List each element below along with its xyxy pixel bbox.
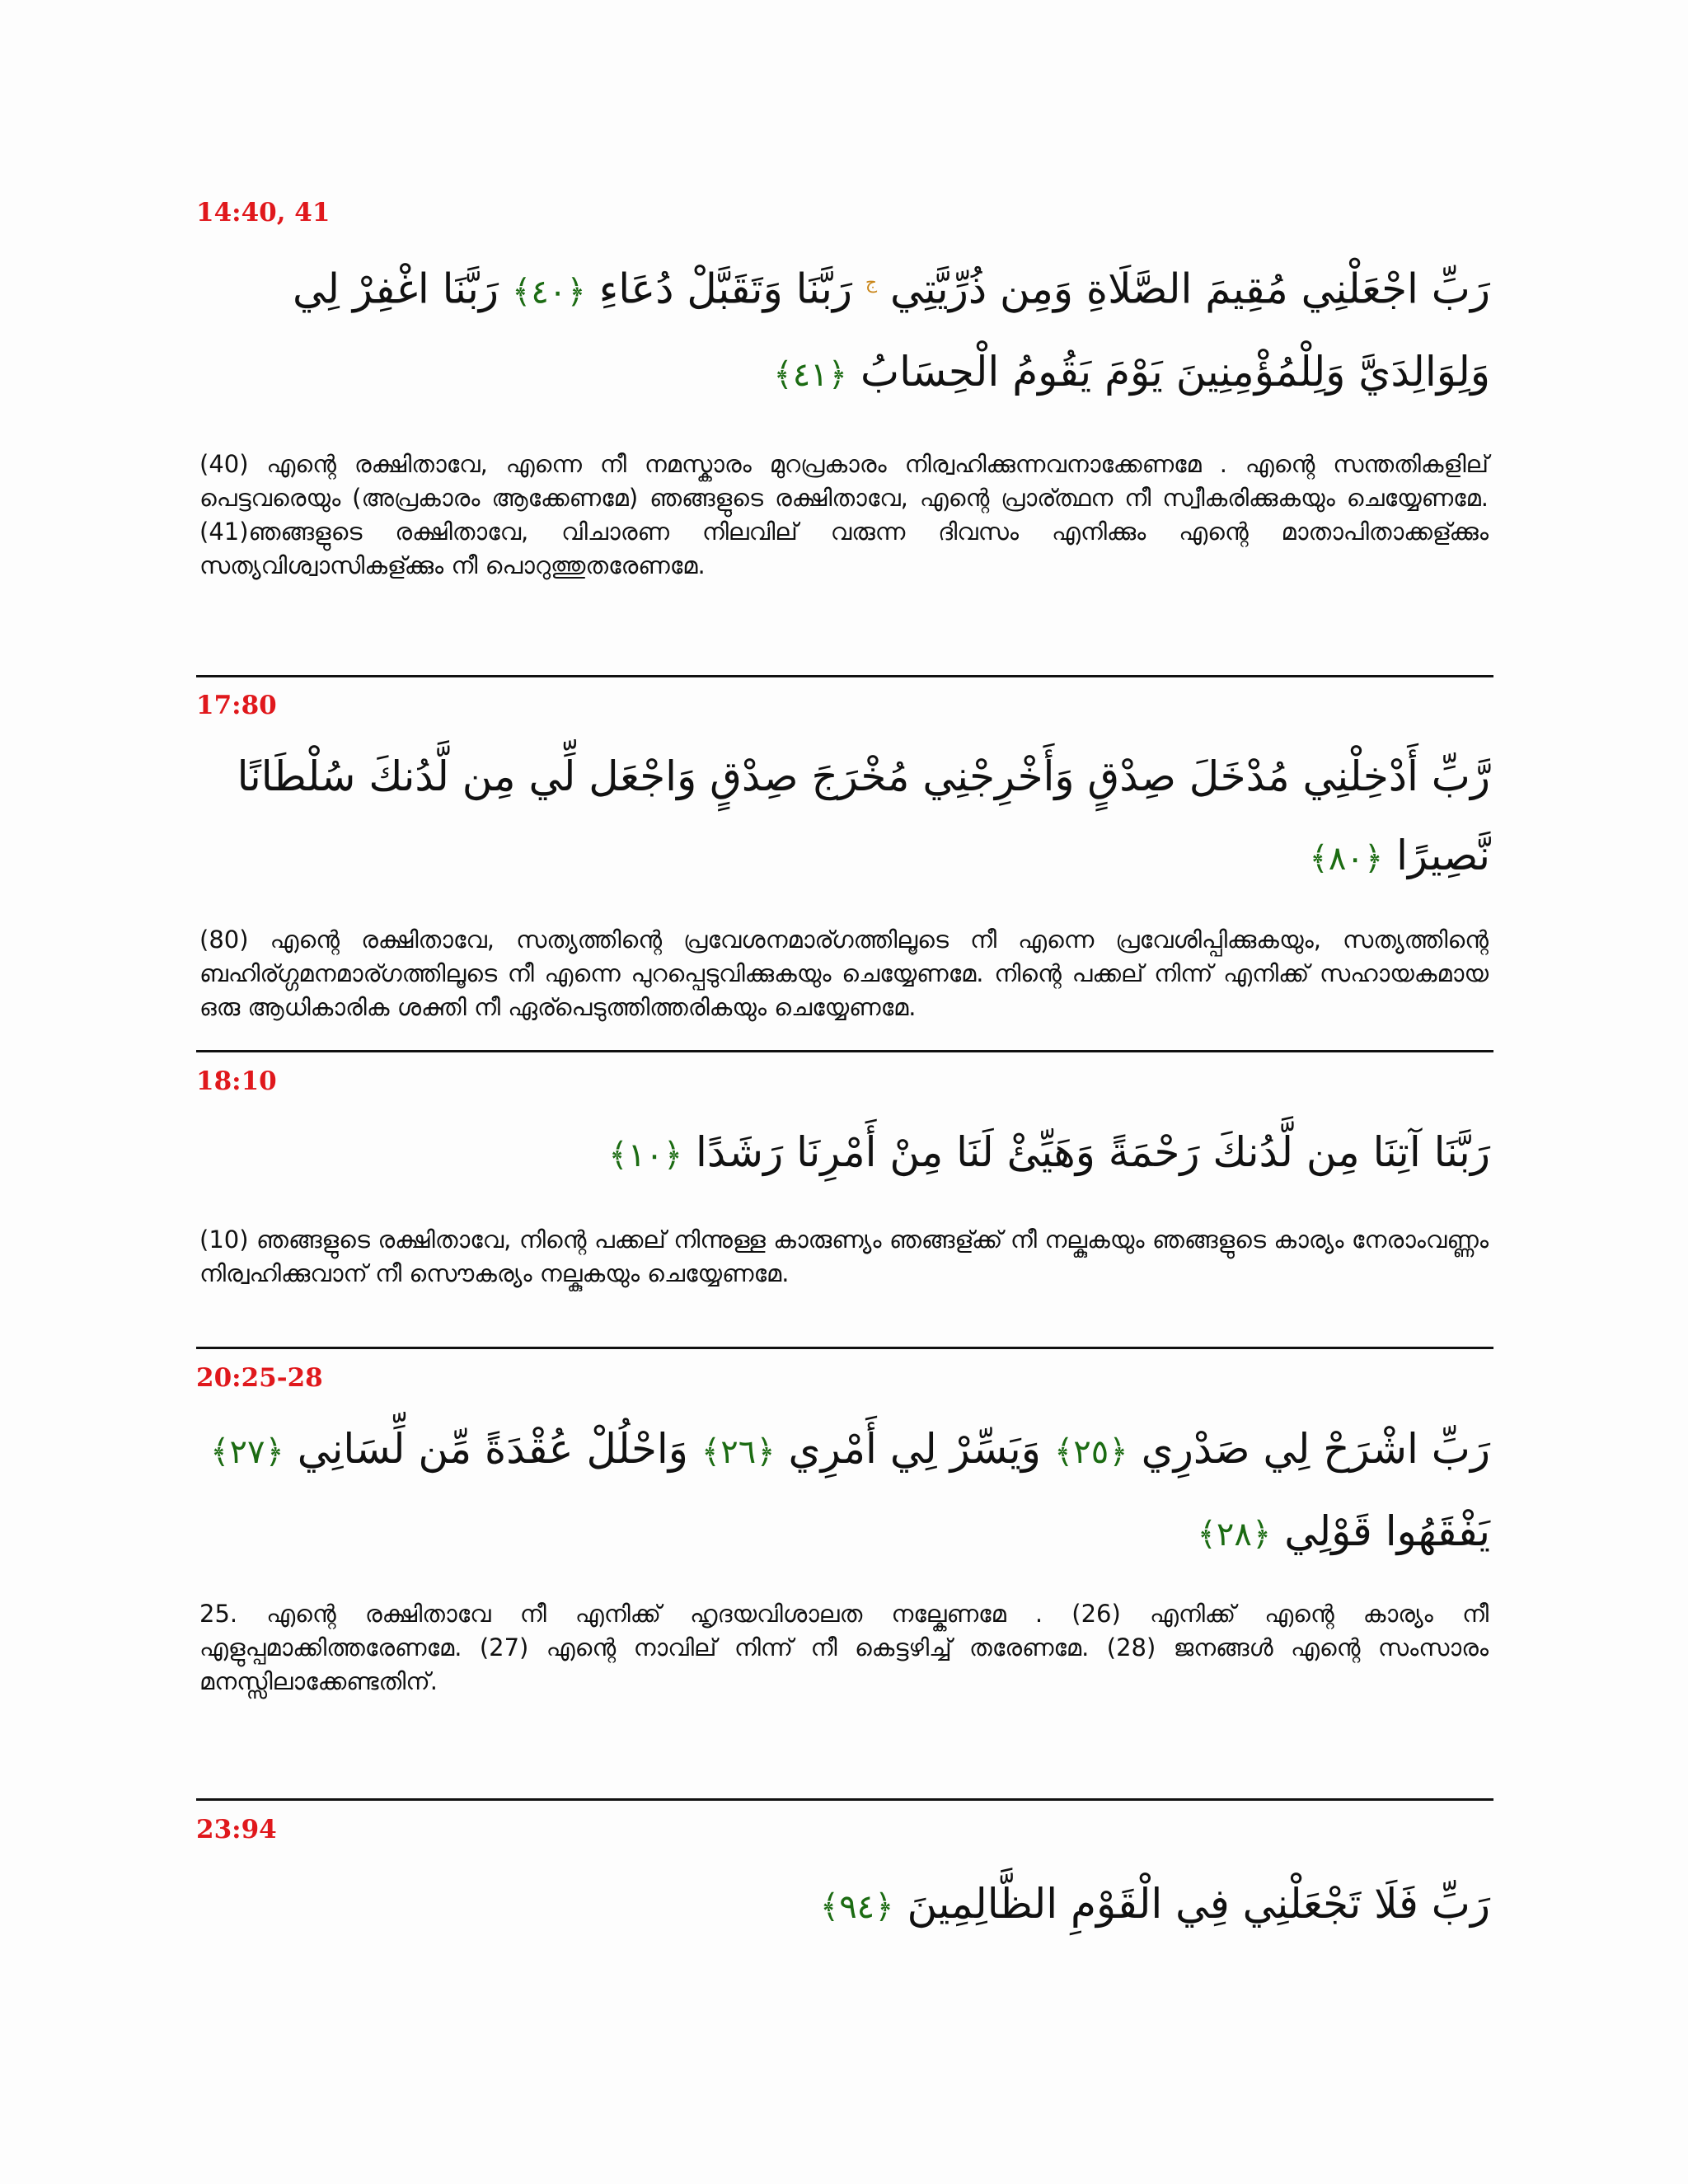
verse-section-18-10 (196, 1058, 1493, 1355)
verse-reference: 18:10 (196, 1066, 277, 1096)
ayah-number-mark: ﴿٤٠﴾ (511, 273, 586, 312)
malayalam-translation: 25. എന്റെ രക്ഷിതാവേ നീ എനിക്ക് ഹൃദയവിശാലത നല്കേണമേ . (26) എനിക്ക് എന്റെ കാര്യം നീ എളുപ്പമാക്കിത്തരേണമേ. (27) എന്റെ നാവില് നിന്ന് നീ കെട്ടഴിച്ച് തരേണമേ. (28) ജനങ്ങൾ എന്റെ സംസാരം മനസ്സിലാക്കേണ്ടതിന്. (199, 1600, 1489, 1695)
ayah-number-mark: ﴿٢٦﴾ (701, 1433, 776, 1471)
arabic-segment: رَبِّ فَلَا تَجْعَلْنِي فِي الْقَوْمِ الظَّالِمِينَ (907, 1880, 1490, 1928)
arabic-segment: رَبَّنَا اغْفِرْ لِي وَلِوَالِدَيَّ وَلِلْمُؤْمِنِينَ يَوْمَ يَقُومُ الْحِسَابُ (293, 265, 1490, 396)
pause-mark: ج (865, 273, 878, 293)
section-divider (196, 1347, 1493, 1349)
arabic-verse-text (196, 1409, 1493, 1574)
malayalam-translation: (40) എന്റെ രക്ഷിതാവേ, എന്നെ നീ നമസ്കാരം മുറപ്രകാരം നിര്വഹിക്കുന്നവനാക്കേണമേ . എന്റെ സന്തതികളില് പെട്ടവരെയും (അപ്രകാരം ആക്കേണമേ) ഞങ്ങളുടെ രക്ഷിതാവേ, എന്റെ പ്രാര്ത്ഥന നീ സ്വീകരിക്കുകയും ചെയ്യേണമേ. (41)ഞങ്ങളുടെ രക്ഷിതാവേ, വിചാരണ നിലവില് വരുന്ന ദിവസം എനിക്കും എന്റെ മാതാപിതാക്കള്ക്കും സത്യവിശ്വാസികള്ക്കും നീ പൊറുത്തുതരേണമേ. (199, 449, 1489, 579)
malayalam-translation: (80) എന്റെ രക്ഷിതാവേ, സത്യത്തിന്റെ പ്രവേശനമാര്ഗത്തിലൂടെ നീ എന്നെ പ്രവേശിപ്പിക്കുകയും, സത്യത്തിന്റെ ബഹിര്ഗ്ഗമനമാര്ഗത്തിലൂടെ നീ എന്നെ പുറപ്പെടുവിക്കുകയും ചെയ്യേണമേ. നിന്റെ പക്കല് നിന്ന് എനിക്ക് സഹായകമായ ഒരു ആധികാരിക ശക്തി നീ ഏര്പെടുത്തിത്തരികയും ചെയ്യേണമേ. (199, 926, 1489, 1021)
verse-reference: 20:25-28 (196, 1363, 323, 1393)
section-divider (196, 1798, 1493, 1801)
section-divider (196, 1050, 1493, 1052)
verse-reference: 14:40, 41 (196, 198, 331, 227)
ayah-number-mark: ﴿٢٧﴾ (210, 1433, 284, 1471)
arabic-segment: وَيَسِّرْ لِي أَمْرِي (788, 1425, 1041, 1473)
ayah-number-mark: ﴿٩٤﴾ (819, 1888, 894, 1926)
ayah-number-mark: ﴿٨٠﴾ (1309, 840, 1384, 878)
verse-reference: 23:94 (196, 1815, 277, 1844)
arabic-verse-text (196, 244, 1493, 415)
arabic-segment: رَبِّ اشْرَحْ لِي صَدْرِي (1141, 1425, 1490, 1473)
document-page (196, 183, 1493, 1947)
ayah-number-mark: ﴿٢٨﴾ (1197, 1516, 1272, 1554)
arabic-segment: وَاحْلُلْ عُقْدَةً مِّن لِّسَانِي (297, 1425, 688, 1473)
verse-section-14-40-41 (196, 183, 1493, 682)
arabic-segment: رَبَّنَا آتِنَا مِن لَّدُنكَ رَحْمَةً وَهَيِّئْ لَنَا مِنْ أَمْرِنَا رَشَدًا (696, 1128, 1490, 1176)
malayalam-translation: (10) ഞങ്ങളുടെ രക്ഷിതാവേ, നിന്റെ പക്കല് നിന്നുള്ള കാരുണ്യം ഞങ്ങള്ക്ക് നീ നല്കുകയും ഞങ്ങളുടെ കാര്യം നേരാംവണ്ണം നിര്വഹിക്കുവാന് നീ സൌകര്യം നല്കുകയും ചെയ്യേണമേ. (199, 1226, 1489, 1287)
section-divider (196, 675, 1493, 677)
arabic-segment: رَّبِّ أَدْخِلْنِي مُدْخَلَ صِدْقٍ وَأَخْرِجْنِي مُخْرَجَ صِدْقٍ وَاجْعَل لِّي مِن لَّدُنكَ سُلْطَانًا نَّصِيرًا (237, 752, 1490, 879)
ayah-number-mark: ﴿٢٥﴾ (1053, 1433, 1128, 1471)
arabic-segment: رَبَّنَا وَتَقَبَّلْ دُعَاءِ (598, 265, 853, 313)
arabic-segment: يَفْقَهُوا قَوْلِي (1284, 1507, 1490, 1555)
arabic-verse-text (196, 1864, 1493, 1947)
ayah-number-mark: ﴿٤١﴾ (773, 355, 848, 394)
verse-reference: 17:80 (196, 691, 277, 720)
arabic-verse-text (196, 1113, 1493, 1195)
arabic-verse-text (196, 737, 1493, 898)
verse-section-23-94 (196, 1807, 1493, 1947)
ayah-number-mark: ﴿١٠﴾ (608, 1137, 683, 1174)
verse-section-20-25-28 (196, 1355, 1493, 1807)
verse-section-17-80 (196, 682, 1493, 1058)
arabic-segment: رَبِّ اجْعَلْنِي مُقِيمَ الصَّلَاةِ وَمِن ذُرِّيَّتِي (890, 265, 1490, 313)
